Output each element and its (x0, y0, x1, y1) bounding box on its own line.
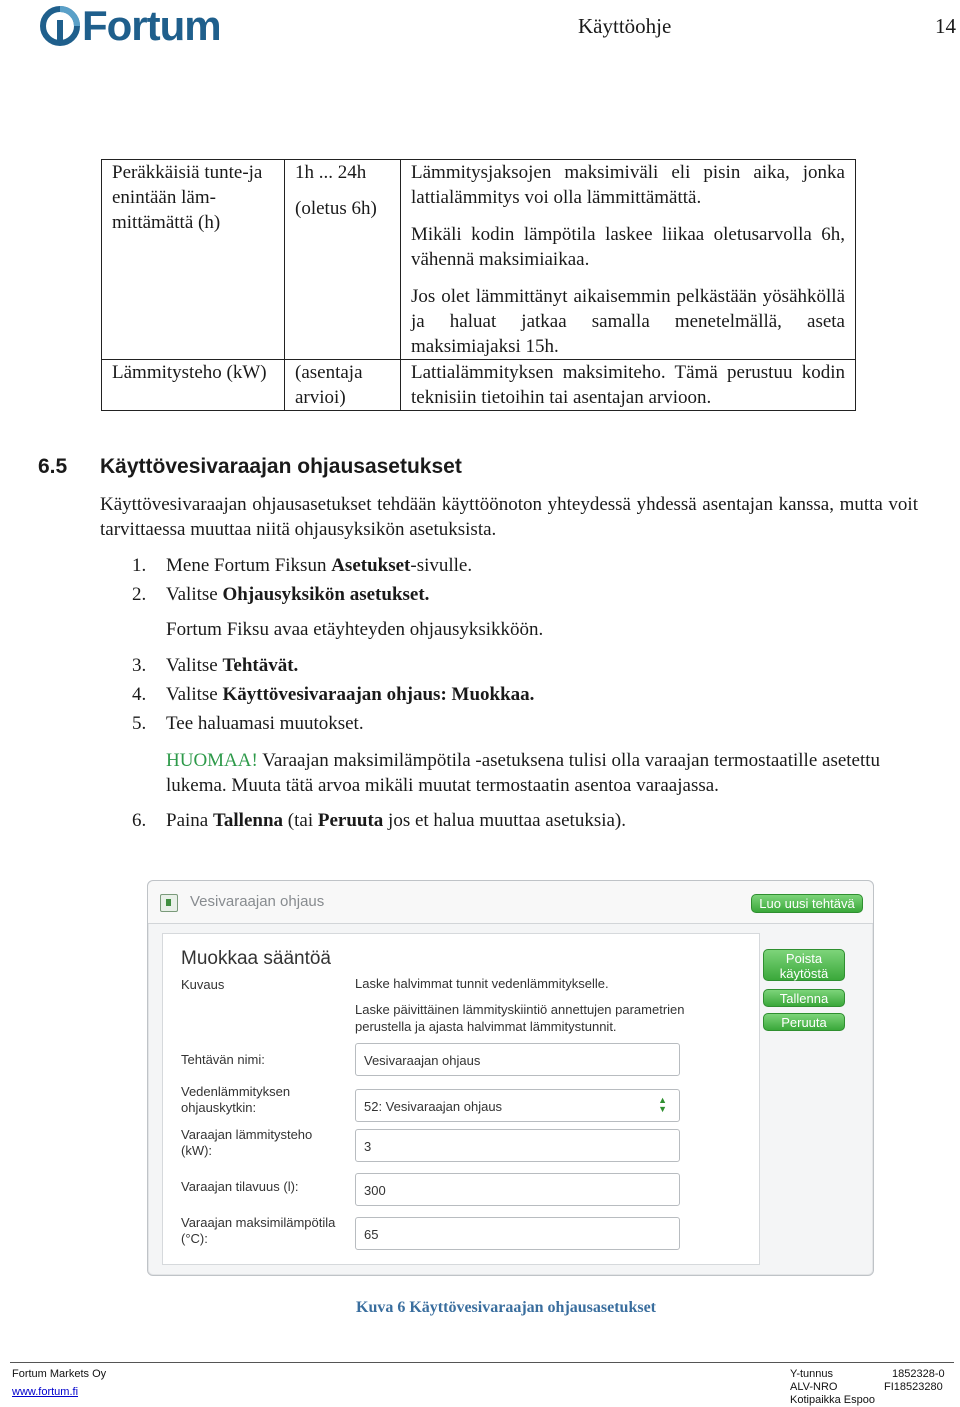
max-temp-label: Varaajan maksimilämpötila (°C): (181, 1215, 336, 1246)
volume-input[interactable]: 300 (355, 1173, 680, 1206)
list-item: 6. Paina Tallenna (tai Peruuta jos et halua muuttaa asetuksia). (132, 810, 627, 831)
param-name: Peräkkäisiä tunte-ja enintään läm-mittämättä (h) (102, 160, 285, 360)
description-label: Kuvaus (181, 977, 225, 992)
param-value: 1h ... 24h (oletus 6h) (285, 160, 401, 360)
footer-divider (10, 1362, 954, 1363)
param-value: (asentaja arvioi) (285, 360, 401, 411)
screenshot-titlebar (148, 881, 873, 924)
param-description: Lämmitysjaksojen maksimiväli eli pisin aika, jonka lattialämmitys voi olla lämmittämättä. Mikäli kodin lämpötila laskee liikaa oletusarvolla 6h, vähennä maksimiaikaa. Jos olet lämmittänyt aikaisemmin pelkästään yösähköllä ja haluat jatkaa samalla menetelmällä, aseta maksimiajaksi 15h. (401, 160, 856, 360)
cancel-button[interactable]: Peruuta (763, 1013, 845, 1031)
website-link[interactable]: www.fortum.fi (12, 1386, 79, 1398)
step-note: Fortum Fiksu avaa etäyhteyden ohjausyksikköön. (166, 619, 544, 640)
page-number: 14 (935, 14, 956, 38)
task-name-input[interactable]: Vesivaraajan ohjaus (355, 1043, 680, 1076)
settings-screenshot (147, 880, 874, 1276)
description-line-1: Laske halvimmat tunnit vedenlämmitykselle. (355, 976, 609, 991)
power-label: Varaajan lämmitysteho (kW): (181, 1127, 313, 1158)
warning-note: HUOMAA! Varaajan maksimilämpötila -asetuksena tulisi olla varaajan termostaatille asetettu lukema. Muuta tätä arvoa mikäli muutat termostaatin asentoa varaajassa. (166, 750, 881, 796)
footer-website[interactable] (12, 1386, 78, 1399)
panel-title: Muokkaa sääntöä (181, 948, 331, 969)
footer-ytunnus-label: Y-tunnus (790, 1368, 834, 1380)
warning-label: HUOMAA! (166, 750, 258, 771)
description-line-2: Laske päivittäinen lämmityskiintiö annettujen parametrien perustella ja ajasta halvimmat lämmitystunnit. (355, 1002, 685, 1034)
table-row (102, 360, 856, 411)
footer-company: Fortum Markets Oy (12, 1368, 107, 1380)
footer-ytunnus-value: 1852328-0 (892, 1368, 945, 1380)
volume-label: Varaajan tilavuus (l): (181, 1179, 299, 1194)
table-row (102, 160, 856, 360)
new-task-button[interactable]: Luo uusi tehtävä (751, 894, 863, 913)
param-name: Lämmitysteho (kW) (102, 360, 285, 411)
footer-alv-label: ALV-NRO (790, 1381, 838, 1393)
list-item: 5. Tee haluamasi muutokset. (132, 713, 364, 734)
select-arrows-icon: ▲ ▼ (658, 1095, 667, 1114)
section-title: Käyttövesivaraajan ohjausasetukset (100, 455, 462, 478)
fortum-logo-icon (40, 6, 80, 46)
section-intro: Käyttövesivaraajan ohjausasetukset tehdään käyttöönoton yhteydessä yhdessä asentajan kanssa, mutta voit tarvittaessa muuttaa niitä ohjausyksikön asetuksista. (100, 494, 918, 540)
save-button[interactable]: Tallenna (763, 989, 845, 1007)
task-name-label: Tehtävän nimi: (181, 1052, 265, 1067)
parameter-table (101, 159, 856, 411)
step-list (132, 553, 922, 837)
list-item: 4. Valitse Käyttövesivaraajan ohjaus: Muokkaa. (132, 684, 535, 705)
fortum-logo (40, 4, 221, 48)
footer-alv-value: FI18523280 (884, 1381, 943, 1393)
page-title: Käyttöohje (578, 14, 672, 38)
max-temp-input[interactable]: 65 (355, 1217, 680, 1250)
logo-text: Fortum (82, 2, 221, 49)
app-icon (160, 894, 178, 912)
delete-button[interactable]: Poista käytöstä (763, 949, 845, 981)
output-select[interactable]: 52: Vesivaraajan ohjaus ▲ ▼ (355, 1089, 680, 1122)
section-number: 6.5 (38, 455, 68, 478)
section-heading (38, 455, 462, 479)
list-item: 2. Valitse Ohjausyksikön asetukset. (132, 584, 430, 605)
power-input[interactable]: 3 (355, 1129, 680, 1162)
footer-domicile: Kotipaikka Espoo (790, 1394, 875, 1406)
list-item: 3. Valitse Tehtävät. (132, 655, 299, 676)
list-item: 1. Mene Fortum Fiksun Asetukset-sivulle. (132, 555, 473, 576)
figure-caption: Kuva 6 Käyttövesivaraajan ohjausasetukset (356, 1299, 657, 1316)
param-description: Lattialämmityksen maksimiteho. Tämä perustuu kodin teknisiin tietoihin tai asentajan arvioon. (401, 360, 856, 411)
screenshot-title: Vesivaraajan ohjaus (190, 893, 325, 910)
edit-rule-panel (162, 933, 760, 1265)
output-label: Vedenlämmityksen ohjauskytkin: (181, 1084, 291, 1115)
